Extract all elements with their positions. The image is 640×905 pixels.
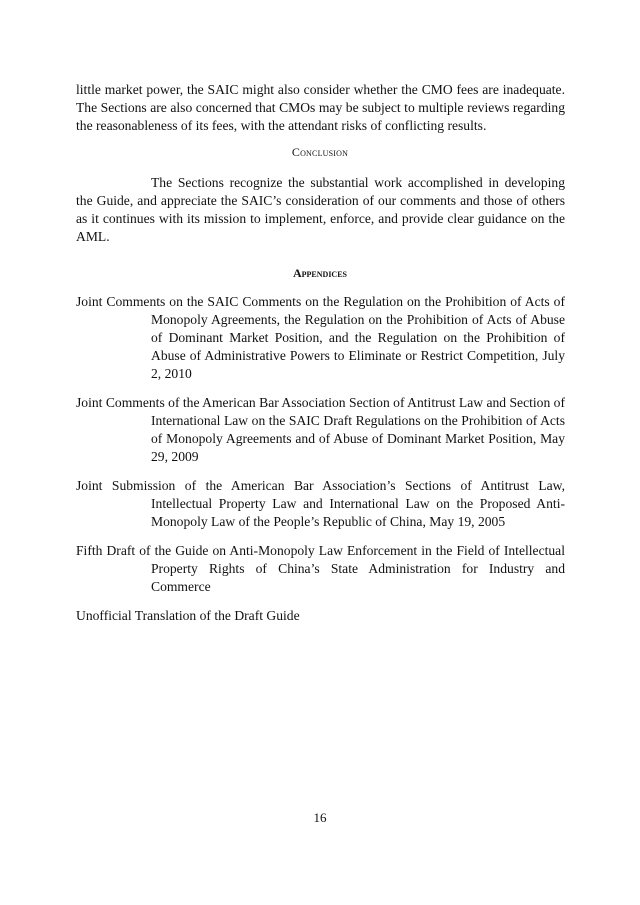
body-paragraph-conclusion: The Sections recognize the substantial work accomplished in developing the Guide, and appreciate the SAIC’s consideration of our comments and those of others as it continues with its mission to implement, enforce, and provide clear guidance on the AML. [76,175,565,244]
page-number: 16 [313,810,327,825]
body-paragraph-fees: little market power, the SAIC might also consider whether the CMO fees are inadequate. The Sections are also concerned that CMOs may be subject to multiple reviews regarding the reasonableness of its fees, with the attendant risks of conflicting results. [76,82,565,133]
section-heading-appendices: Appendices [292,266,347,280]
appendix-item: Fifth Draft of the Guide on Anti-Monopoly Law Enforcement in the Field of Intellectual Property Rights of China’s State Administration for Industry and Commerce [76,543,565,594]
appendix-item: Joint Comments of the American Bar Association Section of Antitrust Law and Section of International Law on the SAIC Draft Regulations on the Prohibition of Acts of Monopoly Agreements and of Abuse of Dominant Market Position, May 29, 2009 [76,395,565,464]
section-heading-conclusion: Conclusion [291,145,349,159]
appendix-list [76,293,565,636]
appendix-item: Joint Submission of the American Bar Association’s Sections of Antitrust Law, Intellectual Property Law and International Law on the Proposed Anti-Monopoly Law of the People’s Republic of China, May 19, 2005 [76,478,565,529]
appendix-item: Unofficial Translation of the Draft Guide [76,608,300,623]
appendix-item: Joint Comments on the SAIC Comments on the Regulation on the Prohibition of Acts of Monopoly Agreements, the Regulation on the Prohibition of Acts of Abuse of Dominant Market Position, and the Regulation on the Prohibition of Abuse of Administrative Powers to Eliminate or Restrict Competition, July 2, 2010 [76,294,565,381]
